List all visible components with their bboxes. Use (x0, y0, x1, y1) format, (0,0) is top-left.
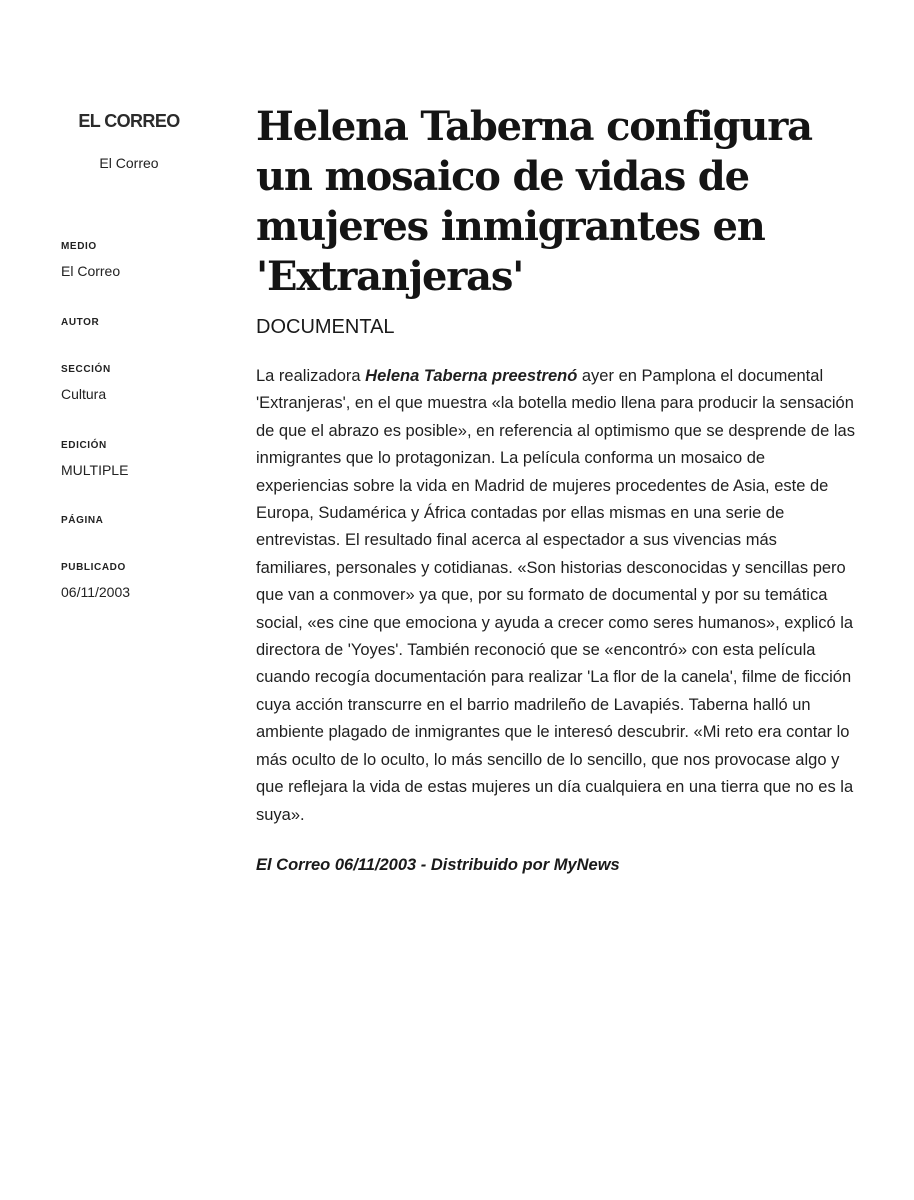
body-intro: La realizadora (256, 367, 366, 385)
publication-name: El Correo (99, 155, 159, 171)
meta-label: PÁGINA (61, 515, 104, 526)
meta-label: MEDIO (61, 241, 97, 252)
article-headline: Helena Taberna configura un mosaico de vidas de mujeres inmigrantes en 'Extranjeras' (256, 103, 812, 300)
brand-block (61, 108, 197, 172)
meta-value: El Correo (61, 263, 121, 279)
sidebar (61, 108, 211, 600)
article (256, 102, 856, 876)
meta-autor (61, 317, 99, 338)
body-emphasis: Helena Taberna preestrenó (365, 367, 578, 385)
meta-value: Cultura (61, 386, 107, 402)
article-subhead: DOCUMENTAL (256, 316, 395, 338)
meta-label: AUTOR (61, 317, 100, 328)
meta-value: 06/11/2003 (61, 584, 131, 600)
meta-label: PUBLICADO (61, 562, 126, 573)
meta-edicion (61, 440, 128, 479)
meta-publicado (61, 562, 130, 601)
meta-medio (61, 241, 120, 280)
body-rest: ayer en Pamplona el documental 'Extranjeras', en el que muestra «la botella medio llena para producir la sensación de que el abrazo es posible», en referencia al optimismo que se desprende de las inmigrantes que lo protagonizan. La película conforma un mosaico de experiencias sobre la vida en Madrid de mujeres procedentes de Asia, este de Europa, Sudamérica y África contadas por ellas mismas en una serie de entrevistas. El resultado final acerca al espectador a sus vivencias más familiares, personales y cotidianas. «Son historias desconocidas y sencillas pero que van a conmover» ya que, por su formato de documental y por su temática social, «es cine que emociona y ayuda a crecer como seres humanos», explicó la directora de 'Yoyes'. También reconoció que se «encontró» con esta película cuando recogía documentación para realizar 'La flor de la canela', filme de ficción cuya acción transcurre en el barrio madrileño de Lavapiés. Taberna halló un ambiente plagado de inmigrantes que le interesó descubrir. «Mi reto era contar lo más oculto de lo oculto, lo más sencillo de lo sencillo, que nos provocase algo y que reflejara la vida de estas mujeres un día cualquiera en una tierra que no es la suya». (256, 367, 855, 824)
article-body (256, 363, 856, 829)
article-credit: El Correo 06/11/2003 - Distribuido por MyNews (256, 855, 620, 874)
meta-label: EDICIÓN (61, 440, 107, 451)
meta-pagina (61, 515, 104, 536)
meta-value: MULTIPLE (61, 462, 129, 478)
publication-logo: EL CORREO (78, 111, 180, 131)
meta-seccion (61, 364, 111, 403)
meta-label: SECCIÓN (61, 364, 111, 375)
